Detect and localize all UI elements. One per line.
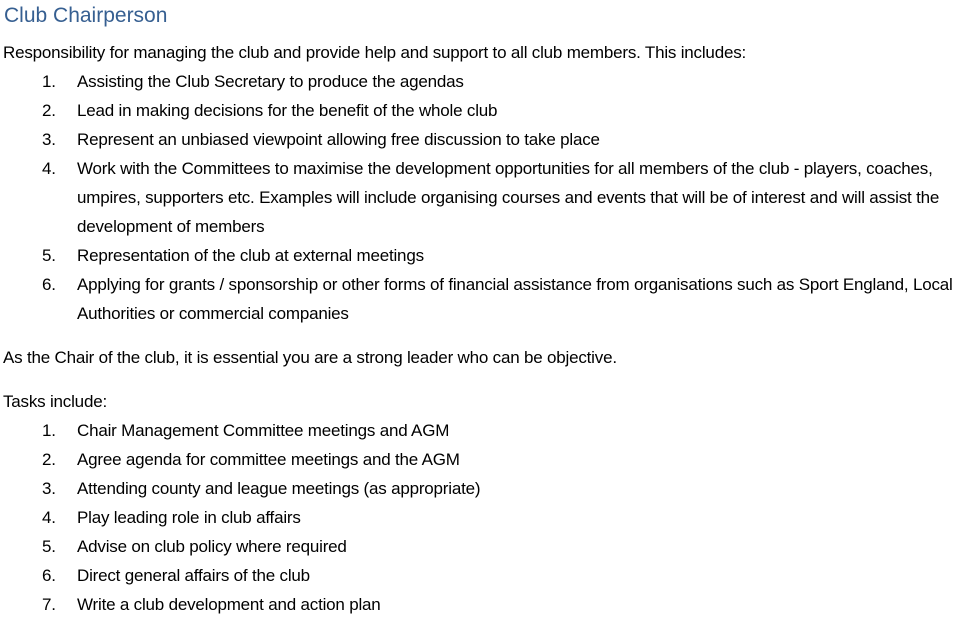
chair-note-paragraph: As the Chair of the club, it is essential you are a strong leader who can be objective. bbox=[3, 348, 617, 367]
tasks-list bbox=[3, 416, 967, 617]
list-item: Direct general affairs of the club bbox=[77, 566, 310, 585]
list-item: Lead in making decisions for the benefit of the whole club bbox=[77, 101, 498, 120]
list-item: Representation of the club at external meetings bbox=[77, 246, 424, 265]
section-heading: Club Chairperson bbox=[4, 4, 168, 27]
responsibilities-list bbox=[3, 67, 967, 328]
list-item: Chair Management Committee meetings and AGM bbox=[77, 421, 450, 440]
list-item: Attending county and league meetings (as appropriate) bbox=[77, 479, 481, 498]
list-item: Agree agenda for committee meetings and the AGM bbox=[77, 450, 460, 469]
tasks-label: Tasks include: bbox=[3, 392, 107, 411]
intro-paragraph: Responsibility for managing the club and provide help and support to all club members. This includes: bbox=[3, 43, 747, 62]
list-item: Write a club development and action plan bbox=[77, 595, 381, 614]
list-item: Represent an unbiased viewpoint allowing free discussion to take place bbox=[77, 130, 600, 149]
list-item: Work with the Committees to maximise the development opportunities for all members of the club - players, coaches, umpires, supporters etc. Examples will include organising courses and events that will be of interest and will assist the development of members bbox=[77, 159, 940, 236]
list-item: Advise on club policy where required bbox=[77, 537, 347, 556]
list-item: Applying for grants / sponsorship or other forms of financial assistance from organisations such as Sport England, Local Authorities or commercial companies bbox=[77, 275, 953, 323]
list-item: Assisting the Club Secretary to produce the agendas bbox=[77, 72, 464, 91]
list-item: Play leading role in club affairs bbox=[77, 508, 301, 527]
